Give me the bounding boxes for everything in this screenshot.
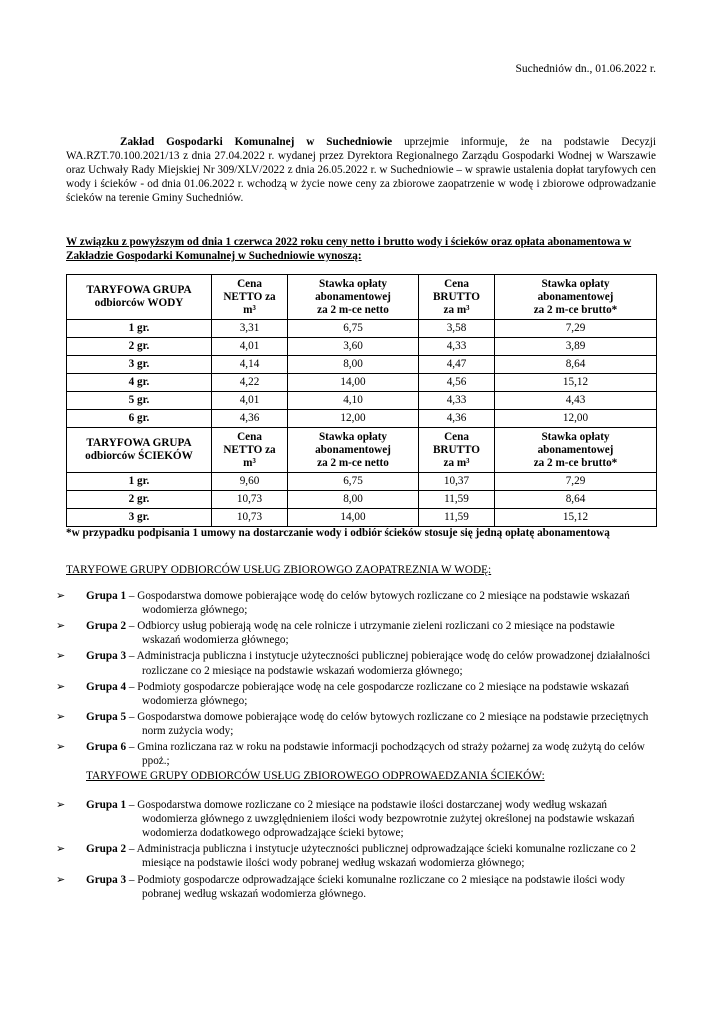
arrow-bullet-icon: ➢	[56, 590, 66, 602]
group-cell: 2 gr.	[67, 491, 212, 509]
value-cell: 4,36	[212, 410, 288, 428]
value-cell: 10,73	[212, 509, 288, 527]
group-description: – Administracja publiczna i instytucje użyteczności publicznej odprowadzające ścieki komunalne rozliczane co 2 miesiące na podstawie ilości wody pobranej według wskazań wodomierza głównego;	[126, 843, 636, 870]
value-cell: 4,33	[419, 392, 495, 410]
group-label: Grupa 3	[86, 650, 127, 663]
value-cell: 4,10	[288, 392, 419, 410]
group-description: – Podmioty gospodarcze pobierające wodę na cele gospodarcze rozliczane co 2 miesiące na podstawie wskazań wodomierza głównego;	[126, 680, 630, 707]
value-cell: 3,60	[288, 338, 419, 356]
announcement: W związku z powyższym od dnia 1 czerwca 2022 roku ceny netto i brutto wody i ścieków oraz opłata abonamentowa w Zakładzie Gospodarki Komunalnej w Suchedniowie wynoszą:	[66, 236, 632, 263]
value-cell: 6,75	[288, 473, 419, 491]
header-line: abonamentowej	[537, 290, 614, 303]
group-label: Grupa 1	[86, 590, 127, 602]
header-line: BRUTTO	[432, 443, 481, 456]
group-label: Grupa 4	[86, 680, 127, 693]
value-cell: 12,00	[288, 410, 419, 428]
water_table-header-cell	[288, 275, 419, 320]
header-line: Cena	[444, 277, 469, 290]
value-cell: 7,29	[495, 320, 657, 338]
header-line: Cena	[444, 430, 469, 443]
water_table-header-cell	[67, 275, 212, 320]
table-row	[67, 356, 657, 374]
value-cell: 9,60	[212, 473, 288, 491]
group-description: – Odbiorcy usług pobierają wodę na cele rolnicze i utrzymanie zieleni rozliczani co 2 miesiące na podstawie wskazań wodomierza głównego;	[126, 620, 615, 647]
header-line: za m³	[443, 303, 470, 316]
table-row	[67, 320, 657, 338]
header-line: Stawka opłaty	[541, 430, 610, 443]
header-line: NETTO za	[223, 443, 276, 456]
value-cell: 10,37	[419, 473, 495, 491]
group-description: – Gospodarstwa domowe rozliczane co 2 miesiące na podstawie ilości dostarczanej wody według wskazań wodomierza głównego z uwzględnieniem ilości wody bezpowrotnie zużytej określonej na podstawie wskazań wodomierza dodatkowego odprowadzające ścieki bytowe;	[126, 799, 635, 840]
group-label: Grupa 6	[86, 741, 127, 754]
list-item	[56, 740, 656, 768]
header-line: m³	[243, 456, 256, 469]
value-cell: 4,47	[419, 356, 495, 374]
header-line: abonamentowej	[315, 290, 391, 303]
header-line: Cena	[237, 430, 262, 443]
group-cell: 1 gr.	[67, 320, 212, 338]
group-cell: 4 gr.	[67, 374, 212, 392]
value-cell: 4,56	[419, 374, 495, 392]
value-cell: 3,31	[212, 320, 288, 338]
list-item	[56, 873, 656, 901]
list-item	[56, 798, 656, 840]
table-row	[67, 473, 657, 491]
water_table-header-cell	[419, 275, 495, 320]
table-row	[67, 491, 657, 509]
company-name: Zakład Gospodarki Komunalnej w Suchedniowie	[120, 136, 393, 148]
sewage_table-header-cell	[212, 428, 288, 473]
value-cell: 8,64	[495, 356, 657, 374]
arrow-bullet-icon: ➢	[56, 710, 66, 723]
group-label: Grupa 2	[86, 843, 127, 856]
value-cell: 8,00	[288, 491, 419, 509]
group-label: Grupa 1	[86, 799, 127, 811]
value-cell: 7,29	[495, 473, 657, 491]
value-cell: 12,00	[495, 410, 657, 428]
header-line: Stawka opłaty	[318, 277, 388, 290]
table-row	[67, 338, 657, 356]
water_table-header-cell	[495, 275, 657, 320]
table-row	[67, 509, 657, 527]
sewage-groups-list	[56, 798, 656, 903]
group-cell: 2 gr.	[67, 338, 212, 356]
value-cell: 3,89	[495, 338, 657, 356]
arrow-bullet-icon: ➢	[56, 843, 66, 856]
group-description: – Podmioty gospodarcze odprowadzające ścieki komunalne rozliczane co 2 miesiące na podstawie ilości wody pobranej według wskazań wodomierza głównego.	[126, 873, 626, 900]
value-cell: 4,14	[212, 356, 288, 374]
value-cell: 14,00	[288, 374, 419, 392]
arrow-bullet-icon: ➢	[56, 741, 66, 754]
value-cell: 15,12	[495, 374, 657, 392]
header-line: za 2 m-ce netto	[317, 456, 389, 469]
water_table-header-cell	[212, 275, 288, 320]
footnote: *w przypadku podpisania 1 umowy na dostarczanie wody i odbiór ścieków stosuje się jedną opłatę abonamentową	[66, 527, 610, 539]
value-cell: 6,75	[288, 320, 419, 338]
header-line: Cena	[237, 277, 262, 290]
header-line: Stawka opłaty	[541, 277, 610, 290]
date-line: Suchedniów dn., 01.06.2022 r.	[515, 63, 656, 75]
list-item	[56, 710, 656, 738]
header-line: odbiorców WODY	[94, 297, 184, 309]
list-item	[56, 680, 656, 708]
list-item	[56, 649, 656, 677]
value-cell: 8,64	[495, 491, 657, 509]
header-line: abonamentowej	[537, 443, 614, 456]
group-cell: 5 gr.	[67, 392, 212, 410]
group-description: – Gospodarstwa domowe pobierające wodę do celów bytowych rozliczane co 2 miesiące na podstawie przeciętnych norm zużycia wody;	[126, 710, 649, 737]
header-line: BRUTTO	[432, 290, 481, 303]
water_table-header-row	[67, 275, 657, 320]
header-line: abonamentowej	[315, 443, 391, 456]
group-label: Grupa 3	[86, 873, 127, 886]
arrow-bullet-icon: ➢	[56, 873, 66, 886]
header-line: TARYFOWA GRUPA	[86, 284, 192, 296]
list-item	[56, 589, 656, 617]
tariff-table	[66, 274, 657, 527]
header-line: TARYFOWA GRUPA	[86, 437, 192, 449]
header-line: za m³	[443, 456, 470, 469]
arrow-bullet-icon: ➢	[56, 799, 66, 811]
arrow-bullet-icon: ➢	[56, 620, 66, 633]
group-description: – Gmina rozliczana raz w roku na podstawie informacji pochodzących od straży pożarnej za wodę zużytą do celów ppoż.;	[126, 741, 645, 768]
table-row	[67, 374, 657, 392]
list-item	[56, 842, 656, 870]
group-cell: 3 gr.	[67, 509, 212, 527]
header-line: NETTO za	[223, 290, 276, 303]
header-line: za 2 m-ce netto	[317, 303, 389, 316]
sewage_table-header-cell	[67, 428, 212, 473]
group-cell: 6 gr.	[67, 410, 212, 428]
value-cell: 4,33	[419, 338, 495, 356]
value-cell: 11,59	[419, 491, 495, 509]
header-line: Stawka opłaty	[318, 430, 388, 443]
header-line: za 2 m-ce brutto*	[533, 303, 618, 316]
sewage_table-header-row	[67, 428, 657, 473]
header-line: za 2 m-ce brutto*	[533, 456, 618, 469]
value-cell: 10,73	[212, 491, 288, 509]
value-cell: 15,12	[495, 509, 657, 527]
table-row	[67, 392, 657, 410]
header-line: odbiorców ŚCIEKÓW	[85, 450, 193, 462]
value-cell: 11,59	[419, 509, 495, 527]
value-cell: 4,36	[419, 410, 495, 428]
list-item	[56, 619, 656, 647]
sewage-groups-title: TARYFOWE GRUPY ODBIORCÓW USŁUG ZBIOROWEGO ODPROWAEDZANIA ŚCIEKÓW:	[86, 770, 545, 782]
value-cell: 4,43	[495, 392, 657, 410]
value-cell: 3,58	[419, 320, 495, 338]
sewage_table-header-cell	[419, 428, 495, 473]
value-cell: 14,00	[288, 509, 419, 527]
arrow-bullet-icon: ➢	[56, 650, 66, 663]
value-cell: 4,01	[212, 338, 288, 356]
sewage_table-header-cell	[495, 428, 657, 473]
value-cell: 8,00	[288, 356, 419, 374]
arrow-bullet-icon: ➢	[56, 680, 66, 693]
value-cell: 4,22	[212, 374, 288, 392]
group-description: – Gospodarstwa domowe pobierające wodę do celów bytowych rozliczane co 2 miesiące na podstawie wskazań wodomierza głównego;	[126, 590, 630, 617]
group-description: – Administracja publiczna i instytucje użyteczności publicznej pobierające wodę do celów prowadzonej działalności rozliczane co 2 miesiące na podstawie wskazań wodomierza głównego;	[126, 650, 651, 677]
table-row	[67, 410, 657, 428]
header-line: m³	[243, 303, 256, 316]
water-groups-list	[56, 589, 656, 770]
group-label: Grupa 5	[86, 710, 127, 723]
water-groups-title: TARYFOWE GRUPY ODBIORCÓW USŁUG ZBIOROWGO ZAOPATREZNIA W WODĘ:	[66, 564, 492, 576]
group-label: Grupa 2	[86, 620, 127, 633]
intro-text: uprzejmie informuje, że na podstawie Decyzji WA.RZT.70.100.2021/13 z dnia 27.04.2022 r. wydanej przez Dyrektora Regionalnego Zarządu Gospodarki Wodnej w Warszawie oraz Uchwały Rady Miejskiej Nr 309/XLV/2022 z dnia 26.05.2022 r. w Suchedniowie – w sprawie ustalenia dopłat taryfowych cen wody i ścieków - od dnia 01.06.2022 r. wchodzą w życie nowe ceny za zbiorowe zaopatrzenie w wodę i zbiorowe odprowadzanie ścieków na terenie Gminy Suchedniów.	[66, 136, 656, 205]
group-cell: 3 gr.	[67, 356, 212, 374]
value-cell: 4,01	[212, 392, 288, 410]
group-cell: 1 gr.	[67, 473, 212, 491]
intro-paragraph	[66, 135, 656, 206]
sewage_table-header-cell	[288, 428, 419, 473]
